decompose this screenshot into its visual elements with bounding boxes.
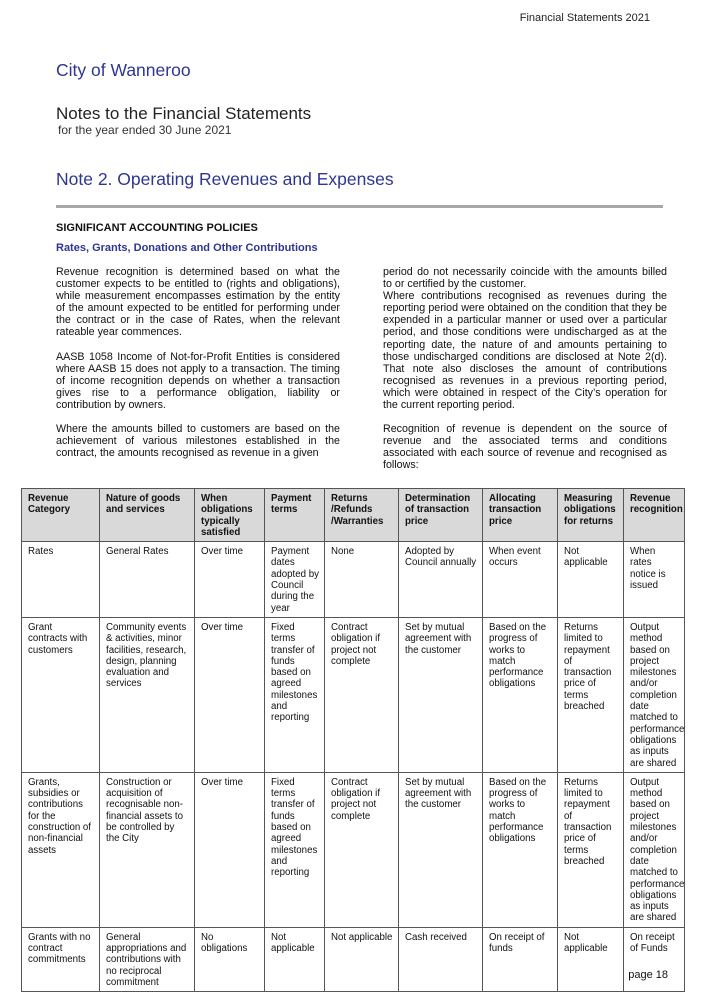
table-cell: On receipt of Funds	[624, 927, 685, 991]
column-header: Payment terms	[265, 489, 325, 542]
column-header: Revenue recognition	[624, 489, 685, 542]
table-cell: Set by mutual agreement with the customer	[399, 617, 483, 772]
table-cell: Not applicable	[558, 927, 624, 991]
column-header: Allocating transaction price	[483, 489, 558, 542]
table-cell: Fixed terms transfer of funds based on agreed milestones and reporting	[265, 617, 325, 772]
table-cell: Community events & activities, minor facilities, research, design, planning evaluation and services	[100, 617, 195, 772]
table-cell: Over time	[195, 772, 265, 927]
table-cell: Cash received	[399, 927, 483, 991]
table-cell: Not applicable	[558, 542, 624, 618]
revenue-recognition-table	[21, 488, 685, 992]
paragraph: AASB 1058 Income of Not-for-Profit Entities is considered where AASB 15 does not apply to a transaction. The timing of income recognition depends on whether a transaction gives rise to a performance obligation, liability or contribution by owners.	[56, 350, 340, 411]
table-row	[22, 542, 685, 618]
table-cell: When event occurs	[483, 542, 558, 618]
column-header: Measuring obligations for returns	[558, 489, 624, 542]
table-row	[22, 927, 685, 991]
table-cell: Set by mutual agreement with the customer	[399, 772, 483, 927]
table-cell: Grants with no contract commitments	[22, 927, 100, 991]
table-cell: General Rates	[100, 542, 195, 618]
notes-subtitle: for the year ended 30 June 2021	[58, 123, 232, 137]
table-cell: Payment dates adopted by Council during the year	[265, 542, 325, 618]
column-header: Returns /Refunds /Warranties	[325, 489, 399, 542]
notes-title: Notes to the Financial Statements	[56, 104, 312, 123]
table-cell: No obligations	[195, 927, 265, 991]
paragraph: period do not necessarily coincide with the amounts billed to or certified by the customer.	[383, 266, 667, 291]
organisation-name: City of Wanneroo	[56, 60, 191, 80]
paragraph: Revenue recognition is determined based on what the customer expects to be entitled to (rights and obligations), while measurement encompasses estimation by the entity of the amount expected to be entitled for performing under the contract or in the case of Rates, when the relevant rateable year commences.	[56, 266, 340, 339]
table-cell: Returns limited to repayment of transaction price of terms breached	[558, 617, 624, 772]
column-header: Nature of goods and services	[100, 489, 195, 542]
page-number: page 18	[628, 969, 668, 981]
table-cell: Construction or acquisition of recognisable non-financial assets to be controlled by the City	[100, 772, 195, 927]
table-cell: Grant contracts with customers	[22, 617, 100, 772]
column-header: Determination of transaction price	[399, 489, 483, 542]
paragraph: Where contributions recognised as revenues during the reporting period were obtained on the condition that they be expended in a particular manner or used over a particular period, and those conditions were undischarged as at the reporting date, the nature of and amounts pertaining to those undischarged conditions are disclosed at Note 2(d). That note also discloses the amount of contributions recognised as revenues in a previous reporting period, which were obtained in respect of the City’s operation for the current reporting period.	[383, 290, 667, 412]
body-column-left	[56, 266, 340, 471]
paragraph: Recognition of revenue is dependent on the source of revenue and the associated terms and conditions associated with each source of revenue and recognised as follows:	[383, 423, 667, 472]
body-column-right	[383, 266, 667, 484]
sub-heading: Rates, Grants, Donations and Other Contributions	[56, 242, 318, 254]
table-row	[22, 772, 685, 927]
table-cell: None	[325, 542, 399, 618]
table-cell: General appropriations and contributions with no reciprocal commitment	[100, 927, 195, 991]
table-header-row	[22, 489, 685, 542]
column-header: When obligations typically satisfied	[195, 489, 265, 542]
table-cell: Output method based on project milestones and/or completion date matched to performance obligations as inputs are shared	[624, 772, 685, 927]
table-cell: Over time	[195, 542, 265, 618]
table-cell: Rates	[22, 542, 100, 618]
table-cell: Output method based on project milestones and/or completion date matched to performance obligations as inputs are shared	[624, 617, 685, 772]
table-cell: Over time	[195, 617, 265, 772]
table-cell: Based on the progress of works to match performance obligations	[483, 617, 558, 772]
column-header: Revenue Category	[22, 489, 100, 542]
running-header: Financial Statements 2021	[519, 12, 650, 24]
note-heading: Note 2. Operating Revenues and Expenses	[56, 169, 394, 189]
table-row	[22, 617, 685, 772]
table-cell: Based on the progress of works to match performance obligations	[483, 772, 558, 927]
table-cell: Contract obligation if project not complete	[325, 772, 399, 927]
section-heading: SIGNIFICANT ACCOUNTING POLICIES	[56, 222, 258, 234]
table-cell: Grants, subsidies or contributions for the construction of non-financial assets	[22, 772, 100, 927]
table-cell: On receipt of funds	[483, 927, 558, 991]
table-cell: Not applicable	[265, 927, 325, 991]
table-cell: Returns limited to repayment of transaction price of terms breached	[558, 772, 624, 927]
table-cell: Contract obligation if project not complete	[325, 617, 399, 772]
paragraph: Where the amounts billed to customers are based on the achievement of various milestones established in the contract, the amounts recognised as revenue in a given	[56, 423, 340, 460]
table-cell: Fixed terms transfer of funds based on agreed milestones and reporting	[265, 772, 325, 927]
table-cell: Not applicable	[325, 927, 399, 991]
table-cell: When rates notice is issued	[624, 542, 685, 618]
heading-divider	[56, 205, 663, 208]
table-cell: Adopted by Council annually	[399, 542, 483, 618]
